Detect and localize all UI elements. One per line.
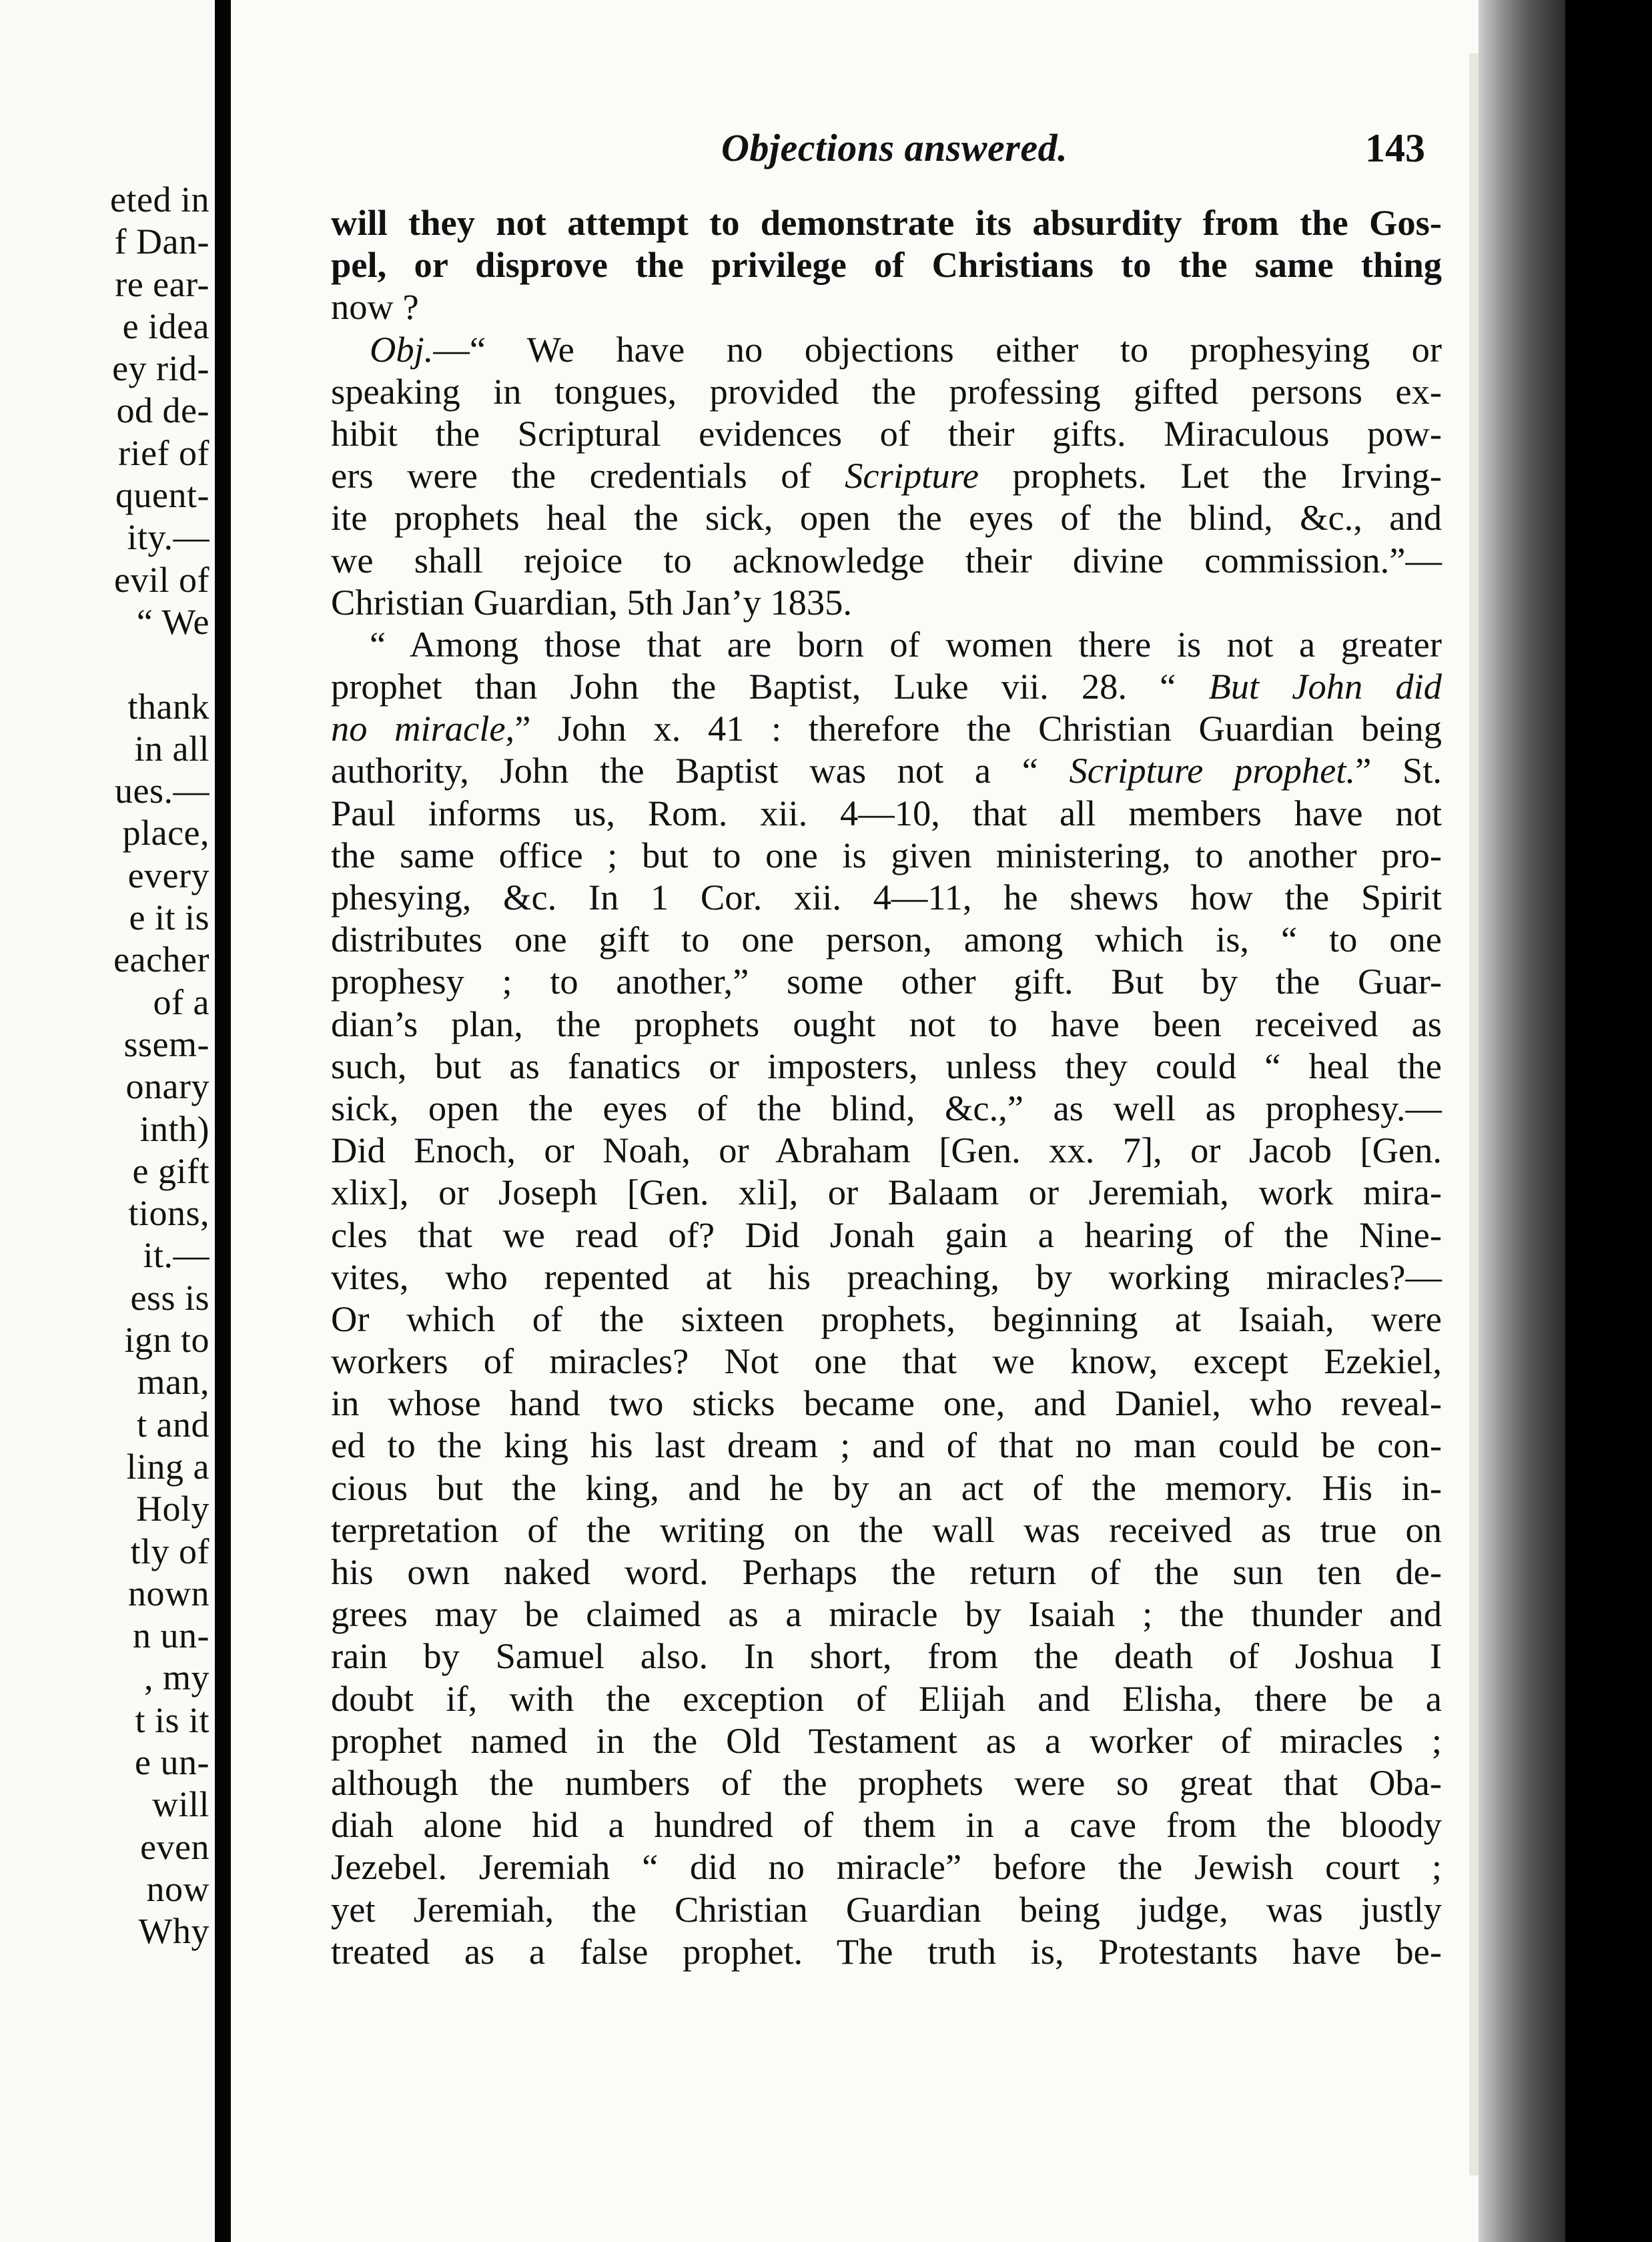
previous-page-line: quent- <box>115 475 210 516</box>
text-line: pel, or disprove the privilege of Christians to the same thing <box>331 244 1442 286</box>
text-line: in whose hand two sticks became one, and Daniel, who reveal- <box>331 1383 1442 1424</box>
previous-page-text <box>110 179 210 1952</box>
previous-page-line: t and <box>137 1404 210 1445</box>
previous-page-line: ey rid- <box>112 348 210 389</box>
book-page <box>231 0 1565 2242</box>
previous-page-line: it.— <box>143 1235 210 1276</box>
text-line: treated as a false prophet. The truth is, Protestants have be- <box>331 1930 1442 1972</box>
text-line: ed to the king his last dream ; and of that no man could be con- <box>331 1425 1442 1466</box>
previous-page-line: tly of <box>130 1531 210 1571</box>
text-line: Obj.—“ We have no objections either to prophesying or <box>370 328 1442 370</box>
text-line: speaking in tongues, provided the professing gifted persons ex- <box>331 370 1442 412</box>
text-line: will they not attempt to demonstrate its absurdity from the Gos- <box>331 202 1442 243</box>
previous-page-line: e un- <box>135 1742 210 1782</box>
previous-page-line: e it is <box>129 897 210 938</box>
text-line: vites, who repented at his preaching, by working miracles?— <box>331 1256 1442 1297</box>
text-line: diah alone hid a hundred of them in a cave from the bloody <box>331 1804 1442 1846</box>
text-line: such, but as fanatics or imposters, unless they could “ heal the <box>331 1045 1442 1086</box>
previous-page-line: even <box>140 1826 210 1867</box>
text-line: prophet named in the Old Testament as a worker of miracles ; <box>331 1720 1442 1761</box>
previous-page-line: “ We <box>136 601 210 642</box>
text-line: we shall rejoice to acknowledge their divine commission.”— <box>331 539 1442 581</box>
text-line: yet Jeremiah, the Christian Guardian being judge, was justly <box>331 1888 1442 1930</box>
text-line: although the numbers of the prophets were so great that Oba- <box>331 1762 1442 1803</box>
text-line: rain by Samuel also. In short, from the death of Joshua I <box>331 1635 1442 1677</box>
text-line: Christian Guardian, 5th Jan’y 1835. <box>331 581 853 623</box>
previous-page-line: thank <box>127 686 210 727</box>
text-line: workers of miracles? Not one that we know, except Ezekiel, <box>331 1341 1442 1382</box>
text-line: phesying, &c. In 1 Cor. xii. 4—11, he shews how the Spirit <box>331 877 1442 917</box>
previous-page-line: eted in <box>110 179 210 220</box>
page-number: 143 <box>1365 126 1425 170</box>
text-line: now ? <box>331 286 419 328</box>
book-gutter <box>215 0 231 2242</box>
previous-page-fragment <box>0 0 215 2242</box>
text-line: grees may be claimed as a miracle by Isaiah ; the thunder and <box>331 1593 1442 1635</box>
running-title: Objections answered. <box>721 126 1068 169</box>
previous-page-line: eacher <box>113 940 210 980</box>
text-line: Jezebel. Jeremiah “ did no miracle” before the Jewish court ; <box>331 1846 1442 1888</box>
text-line: authority, John the Baptist was not a “ Scripture prophet.” St. <box>331 750 1442 791</box>
previous-page-line: inth) <box>139 1108 210 1149</box>
text-line: Paul informs us, Rom. xii. 4—10, that all members have not <box>331 792 1442 833</box>
text-line: hibit the Scriptural evidences of their gifts. Miraculous pow- <box>331 412 1442 454</box>
text-line: cious but the king, and he by an act of the memory. His in- <box>331 1467 1442 1508</box>
previous-page-line: ess is <box>130 1277 210 1318</box>
previous-page-line: tions, <box>128 1193 210 1234</box>
text-line: xlix], or Joseph [Gen. xli], or Balaam or Jeremiah, work mira- <box>331 1172 1442 1213</box>
text-line: dian’s plan, the prophets ought not to have been received as <box>331 1003 1442 1044</box>
text-line: no miracle,” John x. 41 : therefore the Christian Guardian being <box>331 708 1442 749</box>
text-line: Or which of the sixteen prophets, beginning at Isaiah, were <box>331 1298 1442 1339</box>
text-line: Did Enoch, or Noah, or Abraham [Gen. xx. 7], or Jacob [Gen. <box>331 1130 1442 1171</box>
previous-page-line: ling a <box>126 1446 210 1487</box>
previous-page-line: n un- <box>133 1615 210 1656</box>
text-line: ite prophets heal the sick, open the eyes of the blind, &c., and <box>331 497 1442 538</box>
previous-page-line: re ear- <box>115 264 210 304</box>
previous-page-line: in all <box>134 728 210 769</box>
previous-page-line: will <box>151 1784 210 1825</box>
page-header <box>231 125 1565 179</box>
text-line: terpretation of the writing on the wall was received as true on <box>331 1509 1442 1550</box>
previous-page-line: ues.— <box>115 771 210 811</box>
text-line: distributes one gift to one person, among which is, “ to one <box>331 919 1442 960</box>
previous-page-line: Holy <box>136 1489 210 1529</box>
previous-page-line: ign to <box>124 1320 210 1361</box>
text-line: “ Among those that are born of women there is not a greater <box>370 623 1442 665</box>
previous-page-line: every <box>127 855 210 895</box>
text-line: doubt if, with the exception of Elijah and Elisha, there be a <box>331 1677 1442 1719</box>
previous-page-line: onary <box>125 1066 210 1107</box>
text-line: the same office ; but to one is given ministering, to another pro- <box>331 834 1442 875</box>
previous-page-line: e gift <box>132 1150 210 1191</box>
previous-page-line: of a <box>153 982 210 1022</box>
previous-page-line: evil of <box>114 559 210 600</box>
page-body-text <box>331 202 1442 1972</box>
text-line: his own naked word. Perhaps the return of the sun ten de- <box>331 1551 1442 1592</box>
previous-page-line: f Dan- <box>114 222 210 262</box>
previous-page-line: t is it <box>135 1700 210 1740</box>
previous-page-line: place, <box>122 813 210 853</box>
previous-page-line: od de- <box>116 390 210 431</box>
previous-page-line: e idea <box>122 306 210 346</box>
previous-page-line: man, <box>137 1362 210 1403</box>
previous-page-line: rief of <box>118 432 210 473</box>
previous-page-line: ssem- <box>123 1024 210 1064</box>
previous-page-line: Why <box>138 1911 210 1952</box>
previous-page-line: nown <box>128 1573 210 1613</box>
fore-edge <box>1479 0 1565 2242</box>
text-line: cles that we read of? Did Jonah gain a hearing of the Nine- <box>331 1214 1442 1255</box>
page-edge-shadow <box>1469 53 1479 2175</box>
text-line: sick, open the eyes of the blind, &c.,” as well as prophesy.— <box>331 1087 1442 1128</box>
previous-page-line: now <box>146 1868 210 1909</box>
text-line: prophesy ; to another,” some other gift. But by the Guar- <box>331 961 1442 1002</box>
previous-page-line <box>110 643 210 685</box>
text-line: ers were the credentials of Scripture prophets. Let the Irving- <box>331 455 1442 496</box>
previous-page-line: , my <box>143 1657 210 1698</box>
text-line: prophet than John the Baptist, Luke vii. 28. “ But John did <box>331 666 1442 707</box>
previous-page-line: ity.— <box>127 517 210 558</box>
